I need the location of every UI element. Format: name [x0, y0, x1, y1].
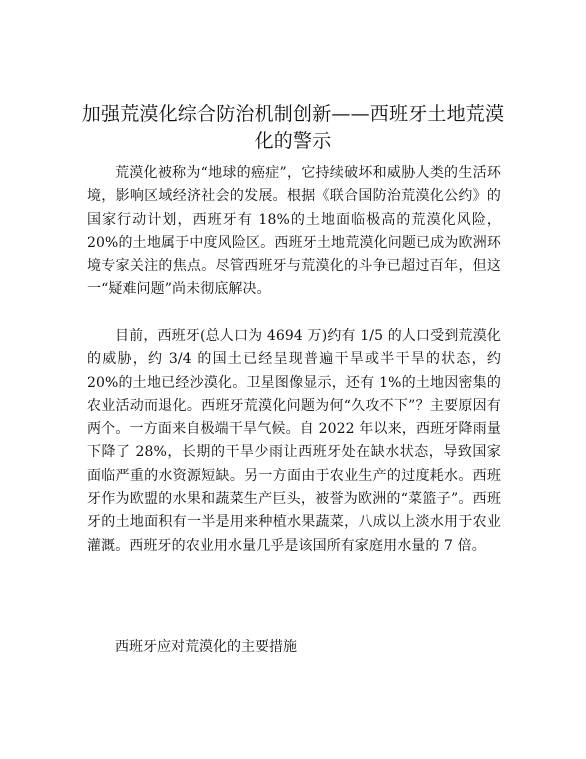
section-heading-measures: 西班牙应对荒漠化的主要措施 — [115, 639, 297, 655]
paragraph-intro: 荒漠化被称为“地球的癌症”，它持续破坏和威胁人类的生活环境，影响区域经济社会的发展。根据《联合国防治荒漠化公约》的国家行动计划，西班牙有 18%的土地面临极高的荒漠化风险，20%的土地属于中度风险区。西班牙土地荒漠化问题已成为欧洲环境专家关注的焦点。尽管西班牙与荒漠化的斗争已超过百年，但这一“疑难问题”尚未彻底解决。 — [87, 165, 501, 298]
document-title: 加强荒漠化综合防治机制创新——西班牙土地荒漠化的警示 — [81, 103, 505, 152]
paragraph-current-situation: 目前，西班牙(总人口为 4694 万)约有 1/5 的人口受到荒漠化的威胁，约 3/4 的国土已经呈现普遍干旱或半干旱的状态，约 20%的土地已经沙漠化。卫星图像显示，还有 1%的土地因密集的农业活动而退化。西班牙荒漠化问题为何“久攻不下”？主要原因有两个。一方面来自极端干旱气候。自 2022 年以来，西班牙降雨量下降了 28%，长期的干旱少雨让西班牙处在缺水状态，导致国家面临严重的水资源短缺。另一方面由于农业生产的过度耗水。西班牙作为欧盟的水果和蔬菜生产巨头，被誉为欧洲的“菜篮子”。西班牙的土地面积有一半是用来种植水果蔬菜，八成以上淡水用于农业灌溉。西班牙的农业用水量几乎是该国所有家庭用水量的 7 倍。 — [87, 328, 501, 554]
